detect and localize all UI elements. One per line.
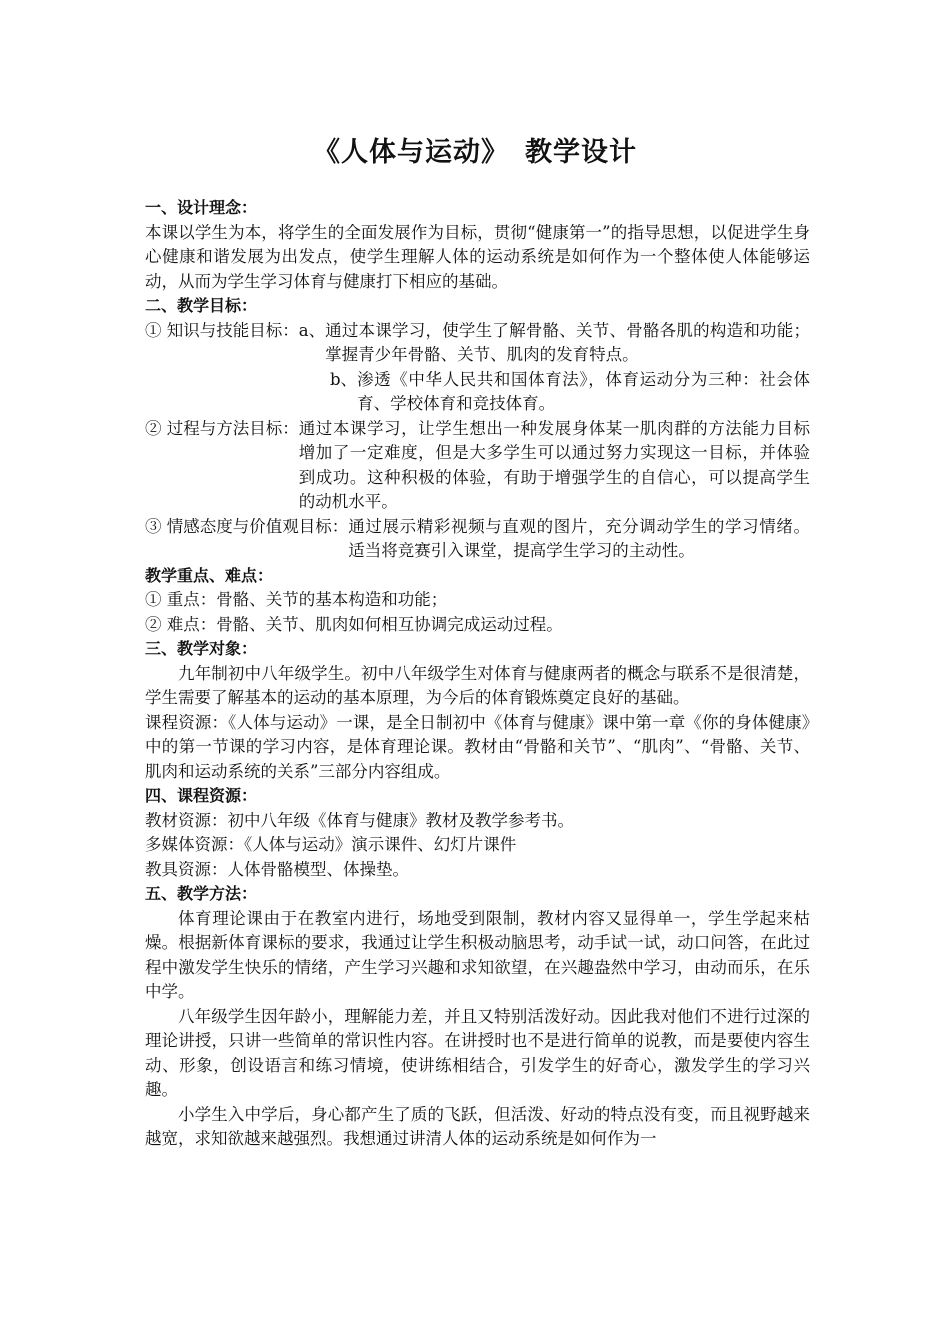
goal-1a-text: 通过本课学习，使学生了解骨骼、关节、骨骼各肌的构造和功能；掌握青少年骨骼、关节、肌肉的发育特点。 <box>325 320 810 364</box>
goal-2-text: 通过本课学习，让学生想出一种发展身体某一肌肉群的方法能力目标增加了一定难度，但是大多学生可以通过努力实现这一目标，并体验到成功。这种积极的体验，有助于增强学生的自信心，可以提高学生的动机水平。 <box>298 418 810 511</box>
page-title <box>0 130 950 169</box>
goal-3 <box>145 515 810 564</box>
title-design: 教学设计 <box>525 137 637 168</box>
resource-line-2: 多媒体资源：《人体与运动》演示课件、幻灯片课件 <box>145 835 517 854</box>
goal-1b-text: 渗透《中华人民共和国体育法》，体育运动分为三种：社会体育、学校体育和竞技体育。 <box>357 369 810 413</box>
resource-line-1: 教材资源：初中八年级《体育与健康》教材及教学参考书。 <box>145 810 574 830</box>
goal-1b <box>145 368 810 417</box>
title-book-name: 《人体与运动》 <box>313 137 509 168</box>
section-2-heading: 二、教学目标： <box>145 296 258 315</box>
resource-line-3: 教具资源：人体骨骼模型、体操垫。 <box>145 859 409 879</box>
goal-3-text: 通过展示精彩视频与直观的图片，充分调动学生的学习情绪。适当将竞赛引入课堂，提高学生学习的主动性。 <box>348 516 810 560</box>
section-1-text: 本课以学生为本，将学生的全面发展作为目标，贯彻“健康第一”的指导思想，以促进学生身心健康和谐发展为出发点，使学生理解人体的运动系统是如何作为一个整体使人体能够运动，从而为学生学习体育与健康打下相应的基础。 <box>145 222 810 291</box>
method-paragraph-1: 体育理论课由于在教室内进行，场地受到限制，教材内容又显得单一，学生学起来枯燥。根据新体育课标的要求，我通过让学生积极动脑思考，动手试一试，动口问答，在此过程中激发学生快乐的情绪，产生学习兴趣和求知欲望，在兴趣盎然中学习，由动而乐，在乐中学。 <box>145 908 810 1001</box>
section-1-heading: 一、设计理念： <box>145 198 258 217</box>
goal-2 <box>145 417 810 515</box>
course-resource-text: 课程资源：《人体与运动》一课，是全日制初中《体育与健康》课中第一章《你的身体健康》中的第一节课的学习内容，是体育理论课。教材由“骨骼和关节”、“肌肉”、“骨骼、关节、肌肉和运动系统的关系”三部分内容组成。 <box>145 712 810 781</box>
document-body <box>145 196 810 1152</box>
section-4-heading: 四、课程资源： <box>145 786 258 805</box>
key-points-heading: 教学重点、难点： <box>145 565 274 585</box>
method-paragraph-3: 小学生入中学后，身心都产生了质的飞跃，但活泼、好动的特点没有变，而且视野越来越宽，求知欲越来越强烈。我想通过讲清人体的运动系统是如何作为一 <box>145 1104 810 1148</box>
section-5-heading: 五、教学方法： <box>145 884 258 903</box>
goal-1 <box>145 319 810 368</box>
goal-3-label: ③ 情感态度与价值观目标： <box>145 516 349 536</box>
key-point-1: ① 重点：骨骼、关节的基本构造和功能； <box>145 590 448 609</box>
goal-1-label: ① 知识与技能目标： <box>145 320 299 340</box>
section-3-text: 九年制初中八年级学生。初中八年级学生对体育与健康两者的概念与联系不是很清楚，学生需要了解基本的运动的基本原理，为今后的体育锻炼奠定良好的基础。 <box>145 663 810 707</box>
goal-1b-label: b、 <box>330 369 358 389</box>
method-paragraph-2: 八年级学生因年龄小，理解能力差，并且又特别活泼好动。因此我对他们不进行过深的理论讲授，只讲一些简单的常识性内容。在讲授时也不是进行简单的说教，而是要使内容生动、形象，创设语言和练习情境，使讲练相结合，引发学生的好奇心，激发学生的学习兴趣。 <box>145 1006 810 1099</box>
section-3-heading: 三、教学对象： <box>145 639 258 658</box>
goal-1a-label: a、 <box>298 320 326 340</box>
goal-2-label: ② 过程与方法目标： <box>145 418 299 438</box>
key-point-2: ② 难点：骨骼、关节、肌肉如何相互协调完成运动过程。 <box>145 614 563 634</box>
